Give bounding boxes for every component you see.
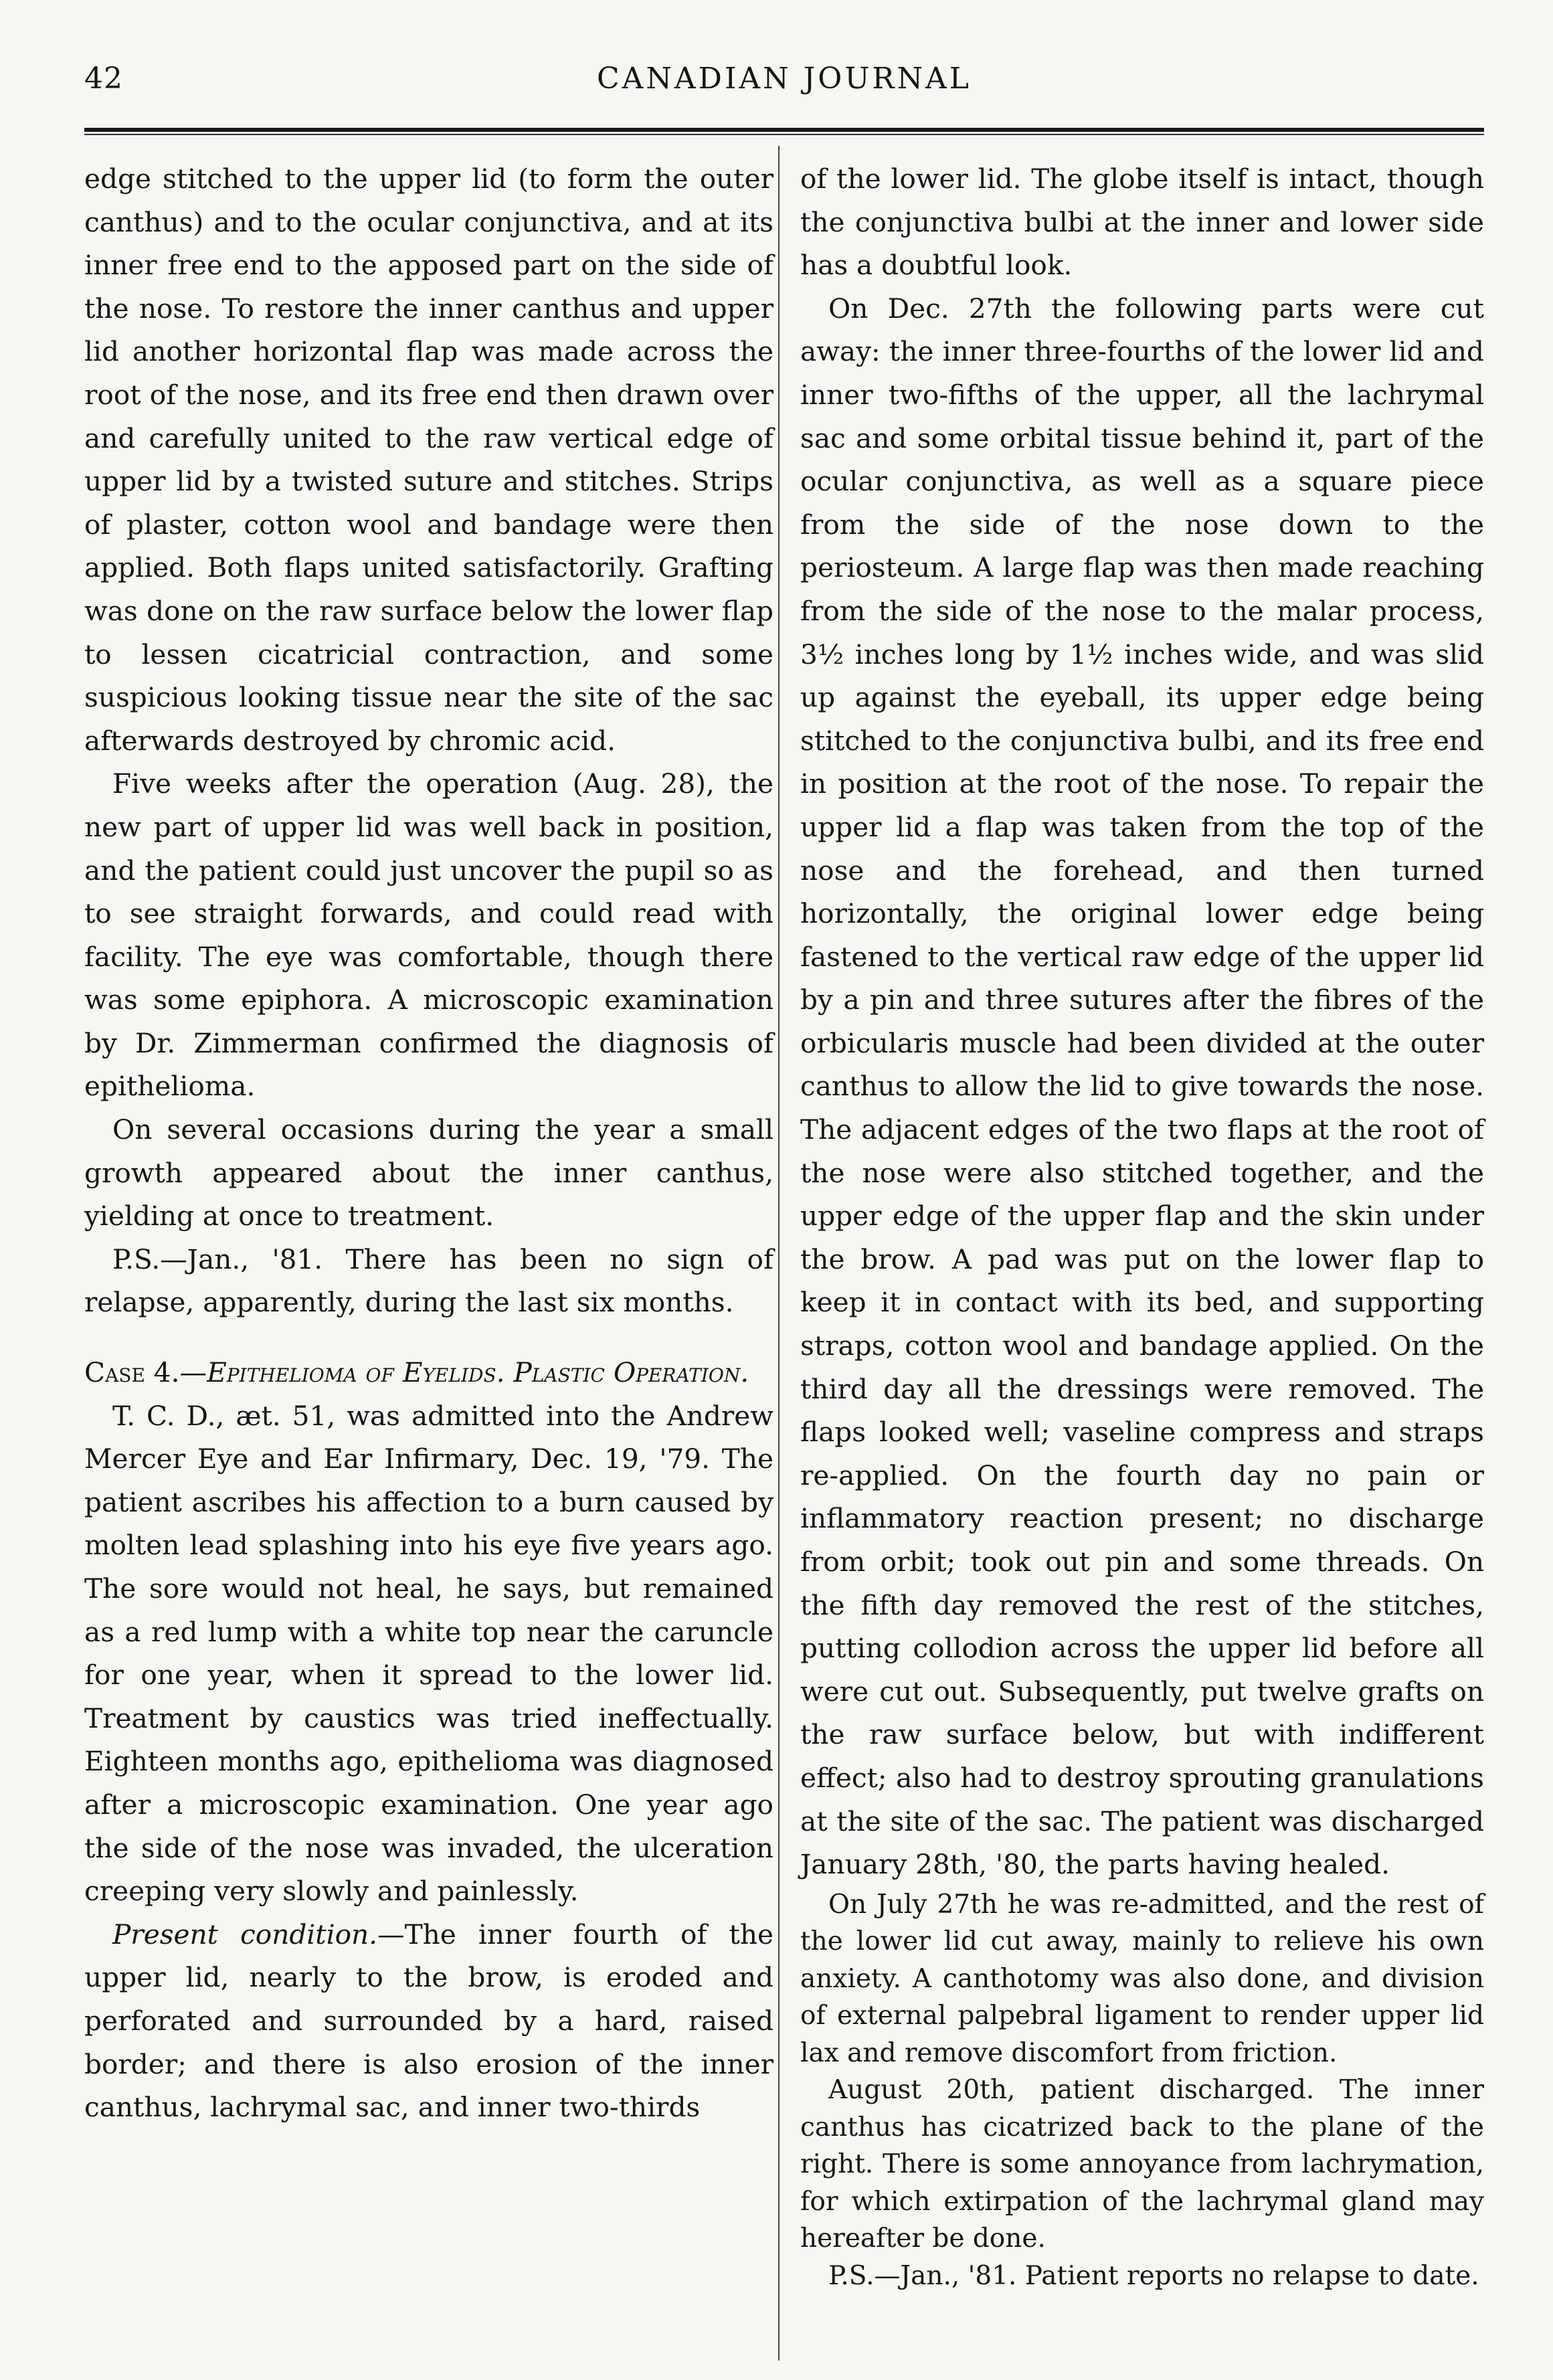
header-rule-thin (84, 134, 1484, 135)
right-paragraph-3: On July 27th he was re-admitted, and the rest of the lower lid cut away, mainly to relieve his own anxiety. A canthotomy was also done, and division of external palpebral ligament to render upper lid lax and remove discomfort from friction. (800, 1889, 1484, 2068)
page-header (84, 62, 1484, 108)
left-paragraph-1: edge stitched to the upper lid (to form the outer canthus) and to the ocular conjunctiva, and at its inner free end to the apposed part on the side of the nose. To restore the inner canthus and upper lid another horizontal flap was made across the root of the nose, and its free end then drawn over and carefully united to the raw vertical edge of upper lid by a twisted suture and stitches. Strips of plaster, cotton wool and bandage were then applied. Both flaps united satisfactorily. Grafting was done on the raw surface below the lower flap to lessen cicatricial contraction, and some suspicious looking tissue near the site of the sac afterwards destroyed by chromic acid. (84, 163, 773, 757)
right-paragraph-2 (800, 287, 1484, 1886)
right-paragraph-5: P.S.—Jan., '81. Patient reports no relapse to date. (828, 2260, 1479, 2291)
right-paragraph-2-text: On Dec. 27th the following parts were cut away: the inner three-fourths of the lower lid and inner two-fifths of the upper, all the lachrymal sac and some orbital tissue behind it, part of the ocular conjunctiva, as well as a square piece from the side of the nose down to the periosteum. A large flap was then made reaching from the side of the nose to the malar process, 3½ inches long by 1½ inches wide, and was slid up against the eyeball, its upper edge being stitched to the conjunctiva bulbi, and its free end in position at the root of the nose. To repair the upper lid a flap was taken from the top of the nose and the forehead, and then turned horizontally, the original lower edge being fastened to the vertical raw edge of the upper lid by a pin and three sutures after the fibres of the orbicularis muscle had been divided at the outer canthus to allow the lid to give towards the nose. The adjacent edges of the two flaps at the root of the nose were also stitched together, and the upper edge of the upper flap and the skin under the brow. A pad was put on the lower flap to keep it in contact with its bed, and supporting straps, cotton wool and bandage applied. On the third day all the dressings were removed. The flaps looked well; vaseline compress and straps re-applied. On the fourth day no pain or inflammatory reaction present; no discharge from orbit; took out pin and some threads. On the fifth day removed the rest of the stitches, putting collodion across the upper lid before all were cut out. Subsequently, put twelve grafts on the raw surface below, but with indifferent effect; also had to destroy sprouting granulations at the site of the sac. The patient was discharged January 28th, '80, the parts having healed. (800, 292, 1484, 1881)
left-paragraph-2: Five weeks after the operation (Aug. 28), the new part of upper lid was well back in position, and the patient could just uncover the pupil so as to see straight forwards, and could read with facility. The eye was comfortable, though there was some epiphora. A microscopic examination by Dr. Zimmerman confirmed the diagnosis of epithelioma. (84, 767, 773, 1103)
case-heading (84, 1351, 773, 1394)
left-paragraph-4: P.S.—Jan., '81. There has been no sign of relapse, apparently, during the last six months. (84, 1243, 773, 1319)
running-head: CANADIAN JOURNAL (596, 62, 972, 96)
left-column (84, 157, 773, 2129)
present-condition-label: Present condition. (112, 1918, 378, 1950)
page-number: 42 (84, 62, 123, 96)
left-paragraph-5: T. C. D., æt. 51, was admitted into the Andrew Mercer Eye and Ear Infirmary, Dec. 19, '79. The patient ascribes his affection to a burn caused by molten lead splashing into his eye five years ago. The sore would not heal, he says, but remained as a red lump with a white top near the caruncle for one year, when it spread to the lower lid. Treatment by caustics was tried ineffectually. Eighteen months ago, epithelioma was diagnosed after a microscopic examination. One year ago the side of the nose was invaded, the ulceration creeping very slowly and painlessly. (84, 1399, 773, 1908)
header-rule (84, 128, 1484, 132)
column-divider (778, 146, 780, 2361)
left-paragraph-6 (84, 1913, 773, 2129)
right-paragraph-4: August 20th, patient discharged. The inner canthus has cicatrized back to the plane of the right. There is some annoyance from lachrymation, for which extirpation of the lachrymal gland may hereafter be done. (800, 2075, 1484, 2254)
case-label: Case 4.— (84, 1356, 207, 1389)
right-column (800, 157, 1484, 2294)
right-paragraph-1: of the lower lid. The globe itself is intact, though the conjunctiva bulbi at the inner and lower side has a doubtful look. (800, 163, 1484, 282)
case-title: Epithelioma of Eyelids. Plastic Operation. (207, 1356, 749, 1389)
section-gap (84, 1324, 773, 1351)
present-condition-text: —The inner fourth of the upper lid, nearly to the brow, is eroded and perforated and surrounded by a hard, raised border; and there is also erosion of the inner canthus, lachrymal sac, and inner two-thirds (84, 1918, 773, 2124)
left-paragraph-3: On several occasions during the year a small growth appeared about the inner canthus, yielding at once to treatment. (84, 1113, 773, 1232)
